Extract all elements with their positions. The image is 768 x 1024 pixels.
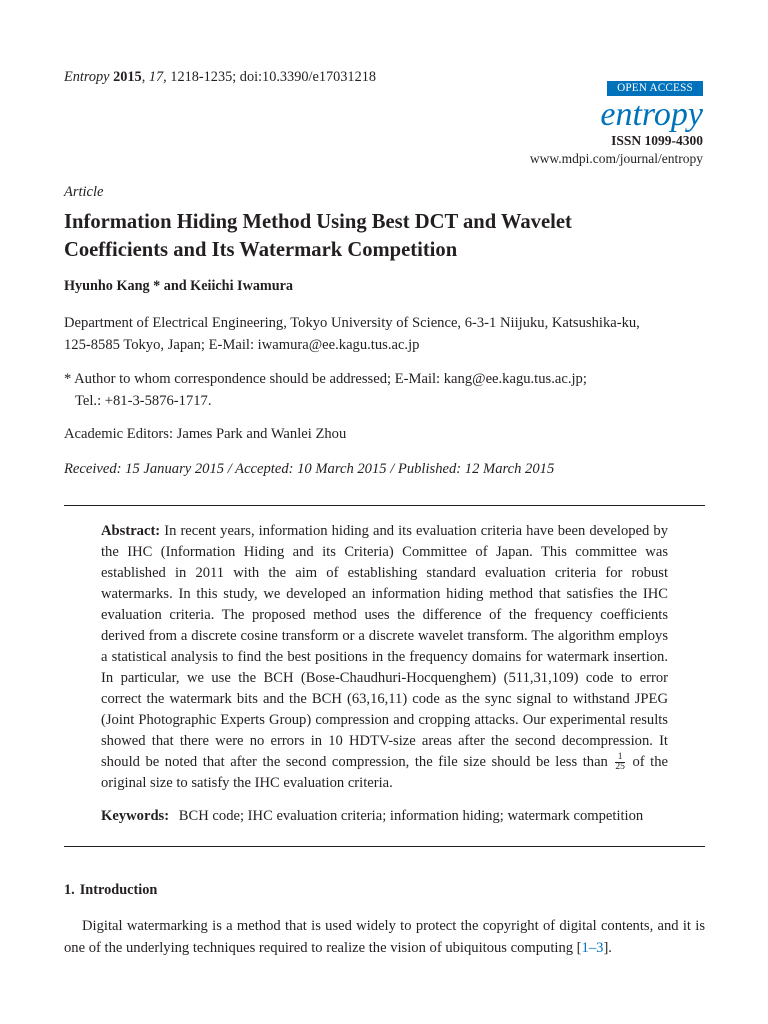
paper-title-line-2: Coefficients and Its Watermark Competition [64, 239, 458, 261]
fraction-numerator: 1 [615, 753, 625, 763]
paper-title-line-1: Information Hiding Method Using Best DCT and Wavelet [64, 211, 572, 233]
citation-volume: 17 [148, 69, 164, 85]
fraction-denominator: 25 [615, 762, 625, 773]
affiliation-line-2: 125-8585 Tokyo, Japan; E-Mail: iwamura@ee.kagu.tus.ac.jp [64, 336, 420, 353]
section-heading-introduction [64, 882, 157, 899]
article-type: Article [64, 184, 104, 200]
keywords-text: BCH code; IHC evaluation criteria; information hiding; watermark competition [178, 808, 644, 824]
citation-link-1[interactable]: 1 [581, 940, 589, 956]
open-access-badge: OPEN ACCESS [607, 81, 703, 96]
affiliation [64, 313, 704, 356]
correspondence-note [64, 369, 704, 412]
journal-url[interactable]: www.mdpi.com/journal/entropy [529, 151, 703, 166]
academic-editors: Academic Editors: James Park and Wanlei Zhou [64, 426, 347, 442]
citation-year: 2015 [113, 69, 142, 85]
introduction-paragraph [64, 915, 705, 959]
citation-journal: Entropy [64, 69, 110, 85]
citation-link-3[interactable]: 3 [596, 940, 604, 956]
top-divider [64, 505, 705, 506]
publication-dates: Received: 15 January 2015 / Accepted: 10 March 2015 / Published: 12 March 2015 [64, 461, 555, 477]
paper-title [64, 208, 704, 264]
authors: Hyunho Kang * and Keiichi Iwamura [64, 278, 294, 294]
citation-line: Entropy 2015, 17, 1218-1235; doi:10.3390/e17031218 [64, 69, 377, 85]
section-title: Introduction [79, 882, 158, 898]
citation-pages-doi: , 1218-1235; doi:10.3390/e17031218 [163, 69, 377, 85]
affiliation-line-1: Department of Electrical Engineering, Tokyo University of Science, 6-3-1 Niijuku, Katsushika-ku, [64, 315, 640, 331]
keywords-label: Keywords: [101, 808, 170, 824]
intro-text-end: ]. [603, 940, 612, 956]
issn: ISSN 1099-4300 [611, 133, 703, 148]
abstract-text-end: of the original size to satisfy the IHC evaluation criteria. [101, 754, 669, 791]
abstract-label: Abstract: [101, 523, 161, 539]
fraction [615, 753, 625, 772]
correspondence-line-1: * Author to whom correspondence should be addressed; E-Mail: kang@ee.kagu.tus.ac.jp; [64, 371, 587, 387]
correspondence-phone: Tel.: +81-3-5876-1717. [75, 392, 212, 409]
intro-text: Digital watermarking is a method that is used widely to protect the copyright of digital contents, and it is one of the underlying techniques required to realize the vision of ubiquitous computing [ [64, 918, 705, 956]
citation-range-dash: – [588, 940, 597, 956]
abstract [101, 521, 668, 794]
journal-logo: entropy [600, 96, 703, 133]
section-number: 1. [64, 882, 75, 898]
bottom-divider [64, 846, 705, 847]
keywords [101, 808, 681, 825]
abstract-text: In recent years, information hiding and its evaluation criteria have been developed by the IHC (Information Hiding and its Criteria) Committee of Japan. This committee was established in 2011 with the aim of establishing standard evaluation criteria for robust watermarks. In this study, we developed an information hiding method that satisfies the IHC evaluation criteria. The proposed method uses the difference of the frequency coefficients derived from a discrete cosine transform or a discrete wavelet transform. The algorithm employs a statistical analysis to find the best positions in the frequency domains for watermark insertion. In particular, we use the BCH (Bose-Chaudhuri-Hocquenghem) (511,31,109) code to error correct the watermark bits and the BCH (63,16,11) code as the sync signal to withstand JPEG (Joint Photographic Experts Group) compression and cropping attacks. Our experimental results showed that there were no errors in 10 HDTV-size areas after the second decompression. It should be noted that after the second compression, the file size should be less than [101, 523, 668, 770]
